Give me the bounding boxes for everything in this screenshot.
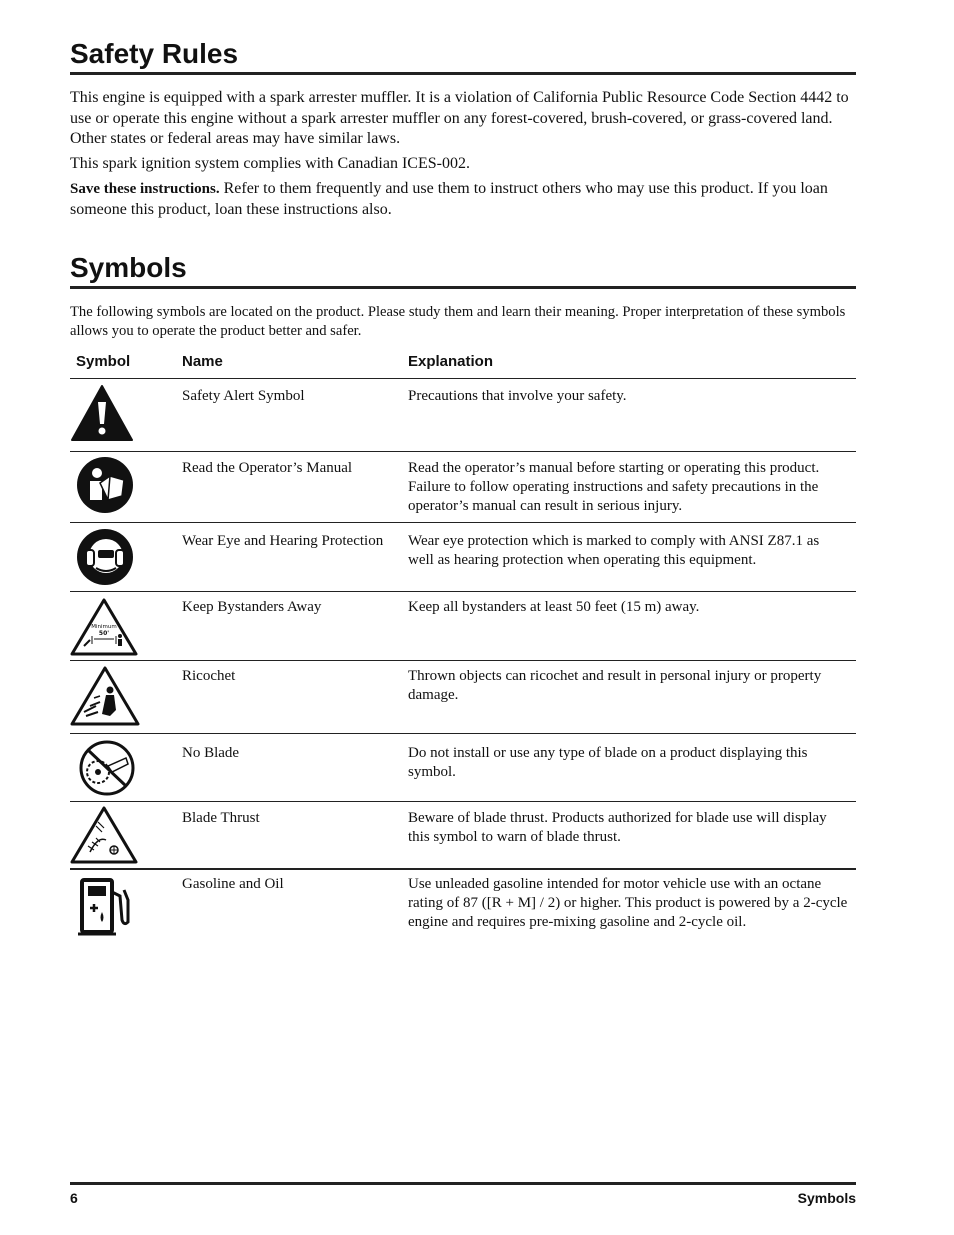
row-divider <box>70 733 856 734</box>
row-divider <box>70 591 856 592</box>
spark-arrester-paragraph: This engine is equipped with a spark arrester muffler. It is a violation of California Public Resource Code Section 4442 to use or operate this engine without a spark arrester muffler on any forest-covered, brush-covered, or grass-covered land. Other states or federal areas may have similar laws. <box>70 89 849 147</box>
footer-section-title: Symbols <box>797 1190 856 1206</box>
symbol-explanation: Keep all bystanders at least 50 feet (15 m) away. <box>408 599 700 615</box>
symbols-intro: The following symbols are located on the product. Please study them and learn their meaning. Proper interpretation of these symbols allows you to operate the product better and safer. <box>70 304 846 339</box>
safety-alert-icon <box>70 384 134 442</box>
row-divider <box>70 801 856 802</box>
row-divider <box>70 522 856 523</box>
column-header-name: Name <box>182 353 223 370</box>
icon-label-minimum: Minimum <box>91 624 117 630</box>
symbol-explanation: Thrown objects can ricochet and result in personal injury or property damage. <box>408 668 822 703</box>
symbol-explanation: Read the operator’s manual before starting or operating this product. Failure to follow operating instructions and safety precautions in the operator’s manual can result in serious injury. <box>408 460 820 514</box>
symbol-explanation: Precautions that involve your safety. <box>408 388 627 404</box>
blade-thrust-icon <box>70 806 138 864</box>
table-header-rule <box>70 378 856 379</box>
symbol-name: Read the Operator’s Manual <box>182 460 353 476</box>
symbol-name: Safety Alert Symbol <box>182 388 305 404</box>
safety-rules-heading: Safety Rules <box>70 38 856 75</box>
keep-bystanders-away-icon <box>70 598 138 656</box>
row-divider <box>70 451 856 452</box>
save-instructions-text: Refer to them frequently and use them to instruct others who may use this product. If you loan someone this product, loan these instructions also. <box>70 180 828 218</box>
symbol-explanation: Do not install or use any type of blade on a product displaying this symbol. <box>408 745 808 780</box>
save-instructions-bold: Save these instructions. <box>70 181 220 197</box>
column-header-symbol: Symbol <box>76 353 131 370</box>
symbol-name: Ricochet <box>182 668 236 684</box>
ices-paragraph: This spark ignition system complies with Canadian ICES-002. <box>70 155 470 172</box>
row-divider <box>70 868 856 870</box>
symbol-name: Wear Eye and Hearing Protection <box>182 533 384 549</box>
read-manual-icon <box>76 456 134 514</box>
page-number: 6 <box>70 1190 78 1206</box>
symbol-explanation: Beware of blade thrust. Products authorized for blade use will display this symbol to warn of blade thrust. <box>408 810 827 845</box>
row-divider <box>70 660 856 661</box>
symbol-name: Blade Thrust <box>182 810 260 826</box>
symbol-explanation: Use unleaded gasoline intended for motor vehicle use with an octane rating of 87 ([R + M] / 2) or higher. This product is powered by a 2-cycle engine and requires pre-mixing gasoline and 2-cycle oil. <box>408 876 848 930</box>
no-blade-icon <box>78 740 136 796</box>
icon-label-distance: 50' <box>98 630 110 637</box>
gasoline-oil-icon <box>78 876 136 936</box>
symbols-heading: Symbols <box>70 252 856 289</box>
symbol-explanation: Wear eye protection which is marked to comply with ANSI Z87.1 as well as hearing protection when operating this equipment. <box>408 533 820 568</box>
eye-hearing-protection-icon <box>76 528 134 586</box>
symbol-name: Gasoline and Oil <box>182 876 284 892</box>
symbol-name: Keep Bystanders Away <box>182 599 322 615</box>
column-header-explanation: Explanation <box>408 353 494 370</box>
footer-rule <box>70 1182 856 1185</box>
ricochet-icon <box>70 666 140 726</box>
save-instructions-paragraph <box>70 179 856 220</box>
symbol-name: No Blade <box>182 745 240 761</box>
